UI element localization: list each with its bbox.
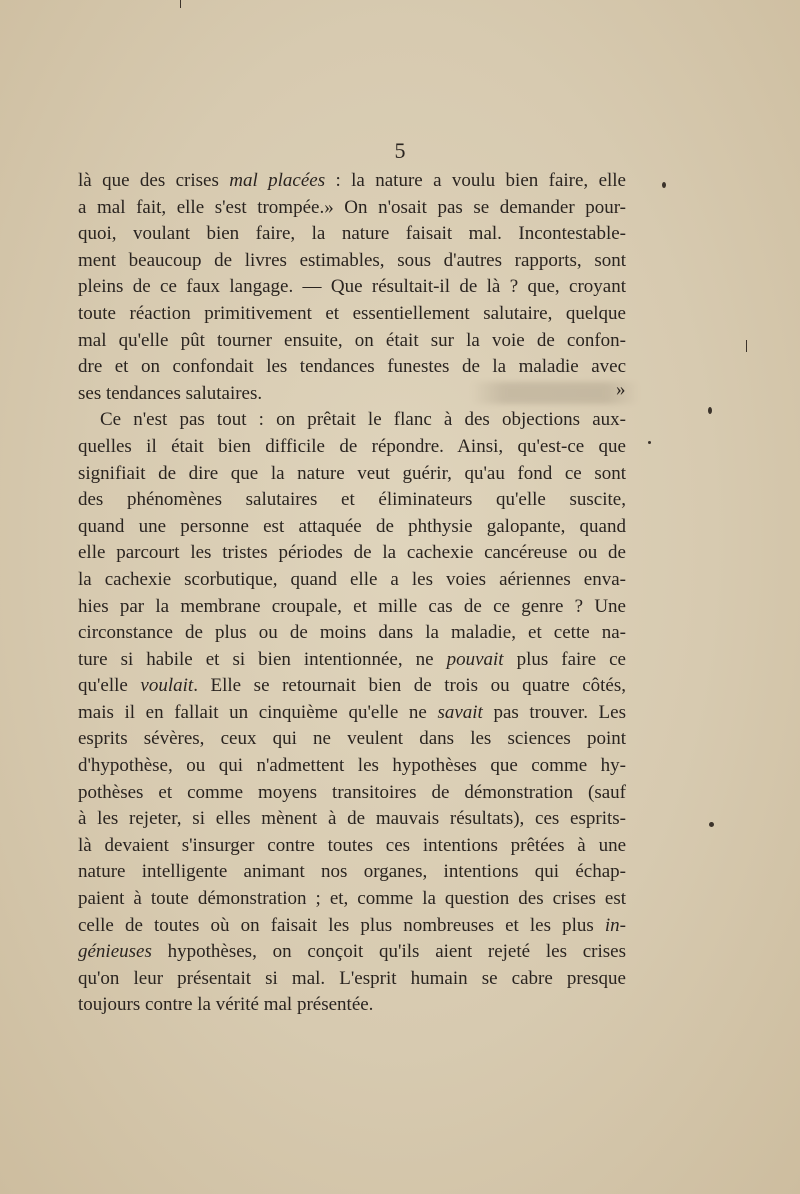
text-line: quand une personne est attaquée de phthysie galopante, quand xyxy=(78,515,626,537)
text-line: dre et on confondait les tendances funestes de la maladie avec xyxy=(78,356,626,378)
text-line: qu'on leur présentait si mal. L'esprit humain se cabre presque xyxy=(78,967,626,989)
text-line: toujours contre la vérité mal présentée. xyxy=(78,994,374,1016)
closing-quote: » xyxy=(616,379,626,400)
ink-speck xyxy=(662,182,666,188)
text-line: esprits sévères, ceux qui ne veulent dans les sciences point xyxy=(78,728,626,750)
text-line: nature intelligente animant nos organes, intentions qui échap- xyxy=(78,861,626,883)
text-line: circonstance de plus ou de moins dans la maladie, et cette na- xyxy=(78,622,626,644)
text-line: mal qu'elle pût tourner ensuite, on était sur la voie de confon- xyxy=(78,329,626,351)
text-line: d'hypothèse, ou qui n'admettent les hypothèses que comme hy- xyxy=(78,755,626,777)
text-line: pleins de ce faux langage. — Que résultait-il de là ? que, croyant xyxy=(78,276,626,298)
text-line: génieuses hypothèses, on conçoit qu'ils aient rejeté les crises xyxy=(78,941,626,963)
text-line: hies par la membrane croupale, et mille cas de ce genre ? Une xyxy=(78,595,626,617)
body-text xyxy=(78,168,626,1019)
ink-speck xyxy=(746,340,747,352)
text-line: ment beaucoup de livres estimables, sous d'autres rapports, sont xyxy=(78,249,626,271)
ink-speck xyxy=(709,822,714,827)
text-line: signifiait de dire que la nature veut guérir, qu'au fond ce sont xyxy=(78,462,626,484)
text-line: Ce n'est pas tout : on prêtait le flanc à des objections aux- xyxy=(100,409,626,431)
text-line: mais il en fallait un cinquième qu'elle ne savait pas trouver. Les xyxy=(78,701,626,723)
ink-speck xyxy=(180,0,181,8)
text-line: quoi, voulant bien faire, la nature faisait mal. Incontestable- xyxy=(78,223,626,245)
text-line: ses tendances salutaires. xyxy=(78,382,263,404)
text-line: quelles il était bien difficile de répondre. Ainsi, qu'est-ce que xyxy=(78,435,626,457)
ink-speck xyxy=(708,407,712,414)
text-line: a mal fait, elle s'est trompée.» On n'osait pas se demander pour- xyxy=(78,196,626,218)
text-line: celle de toutes où on faisait les plus nombreuses et les plus in- xyxy=(78,914,626,936)
text-line: qu'elle voulait. Elle se retournait bien de trois ou quatre côtés, xyxy=(78,675,626,697)
page-number: 5 xyxy=(394,138,406,163)
text-line: ture si habile et si bien intentionnée, ne pouvait plus faire ce xyxy=(78,648,626,670)
text-line: des phénomènes salutaires et éliminateurs qu'elle suscite, xyxy=(78,489,626,511)
text-line: là devaient s'insurger contre toutes ces intentions prêtées à une xyxy=(78,834,626,856)
text-line: pothèses et comme moyens transitoires de démonstration (sauf xyxy=(78,781,626,803)
text-line: là que des crises mal placées : la nature a voulu bien faire, elle xyxy=(78,170,626,191)
text-line: toute réaction primitivement et essentiellement salutaire, quelque xyxy=(78,302,626,324)
text-line: à les rejeter, si elles mènent à de mauvais résultats), ces esprits- xyxy=(78,808,626,830)
text-line: la cachexie scorbutique, quand elle a les voies aériennes enva- xyxy=(78,568,626,590)
text-line: elle parcourt les tristes périodes de la cachexie cancéreuse ou de xyxy=(78,542,626,564)
text-line: paient à toute démonstration ; et, comme la question des crises est xyxy=(78,888,626,910)
ink-speck xyxy=(648,441,651,444)
